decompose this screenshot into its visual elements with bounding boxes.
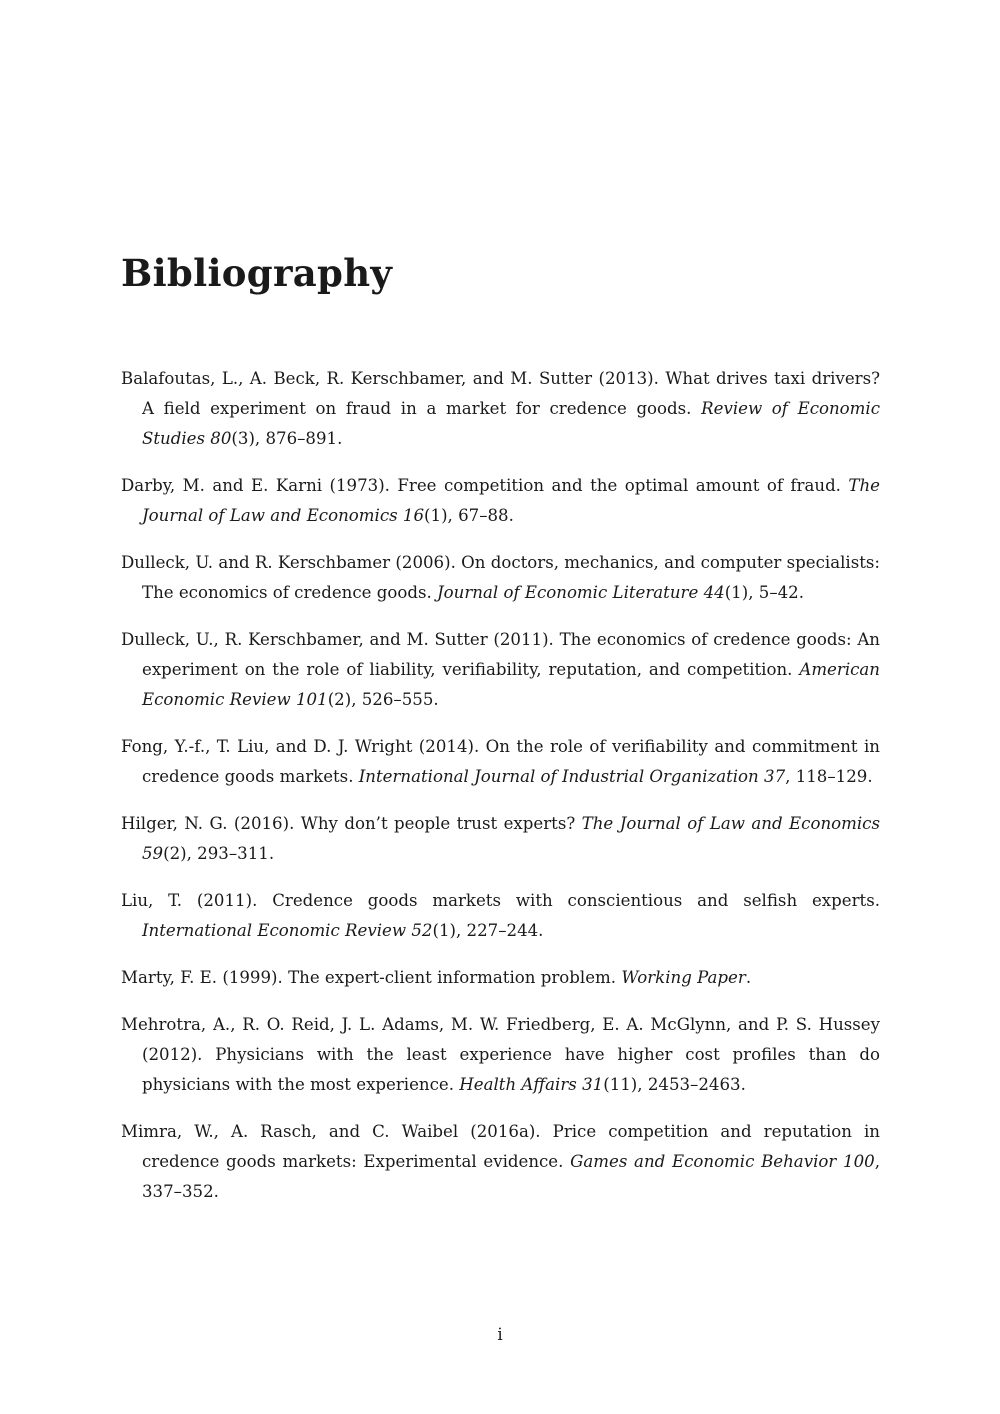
bib-entry-text: Mehrotra, A., R. O. Reid, J. L. Adams, M. W. Friedberg, E. A. McGlynn, and P. S. Hussey (2012). Physicians with the least experience have higher cost profiles than do physicians with the most experience.	[121, 1015, 880, 1094]
bib-entry-volume: 44	[703, 583, 725, 602]
bib-entry-volume: 80	[210, 429, 232, 448]
bib-entry-journal: International Journal of Industrial Organization	[358, 767, 759, 786]
bib-entry-text: Dulleck, U. and R. Kerschbamer (2006). On doctors, mechanics, and computer specialists: The economics of credence goods.	[121, 553, 880, 602]
bib-entry-volume: 101	[296, 690, 328, 709]
bib-entry-text: Balafoutas, L., A. Beck, R. Kerschbamer, and M. Sutter (2013). What drives taxi drivers? A field experiment on fraud in a market for credence goods.	[121, 369, 880, 418]
bib-entry-pages: (1), 227–244.	[432, 921, 544, 940]
bib-entry-pages: , 337–352.	[142, 1152, 880, 1201]
bib-entry-pages: , 118–129.	[785, 767, 873, 786]
bib-entry-pages: .	[745, 968, 752, 987]
bib-entry-volume: 52	[411, 921, 433, 940]
bib-entry-pages: (2), 526–555.	[327, 690, 439, 709]
bib-entry	[121, 548, 880, 608]
bib-entry	[121, 732, 880, 792]
bib-entry-pages: (1), 67–88.	[424, 506, 514, 525]
page-number: i	[497, 1325, 503, 1344]
bibliography-list	[121, 364, 880, 1224]
bib-entry-pages: (3), 876–891.	[231, 429, 343, 448]
bib-entry-text: Dulleck, U., R. Kerschbamer, and M. Sutter (2011). The economics of credence goods: An experiment on the role of liability, verifiability, reputation, and competition.	[121, 630, 880, 679]
bib-entry-journal: International Economic Review	[142, 921, 407, 940]
bib-entry-text: Liu, T. (2011). Credence goods markets with conscientious and selfish experts.	[121, 891, 880, 910]
bib-entry-volume: 59	[142, 844, 164, 863]
bib-entry	[121, 1117, 880, 1207]
page-title: Bibliography	[121, 251, 393, 295]
bib-entry-pages: (1), 5–42.	[724, 583, 805, 602]
bib-entry	[121, 1010, 880, 1100]
bib-entry-journal: Working Paper	[621, 968, 746, 987]
bib-entry-text: Hilger, N. G. (2016). Why don’t people trust experts?	[121, 814, 582, 833]
bib-entry-journal: The Journal of Law and Economics	[142, 476, 880, 525]
bib-entry-journal: Journal of Economic Literature	[437, 583, 699, 602]
bib-entry-text: Marty, F. E. (1999). The expert-client information problem.	[121, 968, 622, 987]
bib-entry-text: Fong, Y.-f., T. Liu, and D. J. Wright (2014). On the role of verifiability and commitment in credence goods markets.	[121, 737, 880, 786]
bib-entry-journal: Review of Economic Studies	[142, 399, 880, 448]
bib-entry	[121, 886, 880, 946]
bib-entry-volume: 100	[843, 1152, 875, 1171]
bib-entry-volume: 31	[582, 1075, 604, 1094]
bib-entry-text: Mimra, W., A. Rasch, and C. Waibel (2016a). Price competition and reputation in credence goods markets: Experimental evidence.	[121, 1122, 880, 1171]
bib-entry-journal: Health Affairs	[459, 1075, 577, 1094]
bib-entry-pages: (11), 2453–2463.	[603, 1075, 746, 1094]
bib-entry-journal: Games and Economic Behavior	[570, 1152, 837, 1171]
bib-entry-journal: American Economic Review	[142, 660, 880, 709]
bib-entry	[121, 471, 880, 531]
bib-entry-pages: (2), 293–311.	[163, 844, 275, 863]
bib-entry-volume: 16	[402, 506, 425, 525]
bib-entry	[121, 963, 880, 993]
bib-entry	[121, 809, 880, 869]
bib-entry-text: Darby, M. and E. Karni (1973). Free competition and the optimal amount of fraud.	[121, 476, 849, 495]
bib-entry-volume: 37	[764, 767, 786, 786]
bib-entry	[121, 625, 880, 715]
bib-entry	[121, 364, 880, 454]
bib-entry-journal: The Journal of Law and Economics	[581, 814, 880, 833]
